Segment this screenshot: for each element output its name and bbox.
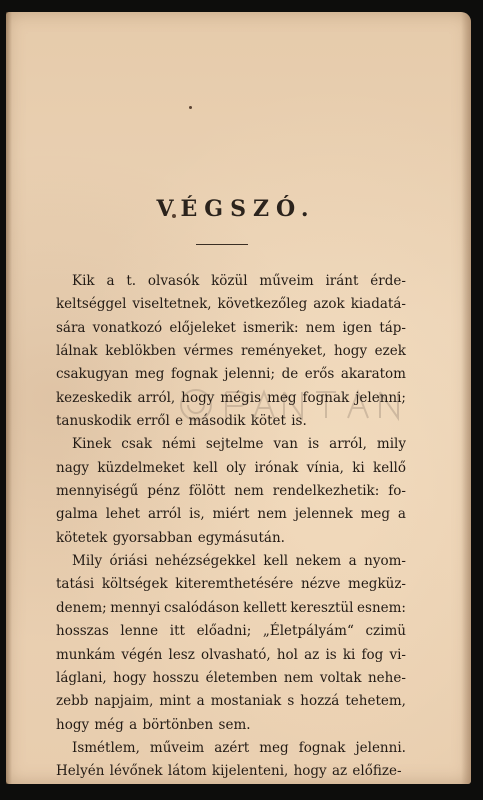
text-line: hosszas lenne itt előadni; „Életpályám“ czimü [56, 623, 406, 640]
text-line: láglani, hogy hosszu életemben nem voltak nehe- [56, 669, 406, 686]
text-line: kötetek gyorsabban egymásután. [56, 529, 285, 546]
page-heading: VÉGSZÓ. [156, 196, 316, 222]
page-binding-shadow [6, 12, 12, 784]
text-line: sára vonatkozó előjeleket ismerik: nem igen táp- [56, 319, 406, 336]
text-line: tatási költségek kiteremthetésére nézve megküz- [56, 576, 406, 593]
text-line: csakugyan meg fognak jelenni; de erős akaratom [56, 366, 406, 383]
book-page [6, 12, 471, 784]
text-line: hogy még a börtönben sem. [56, 716, 251, 733]
text-line: lálnak keblökben vérmes reményeket, hogy ezek [56, 343, 406, 360]
text-line: keltséggel viseltetnek, következőleg azok kiadatá- [56, 296, 406, 313]
text-line: munkám végén lesz olvasható, hol az is ki fog vi- [56, 646, 406, 663]
text-line: Kinek csak némi sejtelme van is arról, mily [72, 436, 406, 453]
text-line: kezeskedik arról, hogy mégis meg fognak jelenni; [56, 389, 406, 406]
text-line: denem; mennyi csalódáson kellett keresztül esnem: [56, 599, 406, 616]
text-line: mennyiségű pénz fölött nem rendelkezhetik: fo- [56, 483, 406, 500]
text-line: nagy küzdelmeket kell oly irónak vínia, ki kellő [56, 459, 406, 476]
text-line: tanuskodik erről e második kötet is. [56, 413, 307, 430]
text-line: zebb napjaim, mint a mostaniak s hozzá tehetem, [56, 693, 406, 710]
text-line: Mily óriási nehézségekkel kell nekem a nyom- [72, 553, 406, 570]
text-line: Helyén lévőnek látom kijelenteni, hogy az előfize- [56, 763, 402, 780]
text-line: galma lehet arról is, miért nem jelennek meg a [56, 506, 406, 523]
text-line: Kik a t. olvasók közül műveim iránt érde- [72, 273, 406, 289]
ink-fleck [189, 106, 192, 109]
page-right-edge [461, 12, 471, 784]
body-text [56, 270, 406, 784]
heading-divider [196, 244, 248, 245]
text-line: Ismétlem, műveim azért meg fognak jelenni. [72, 739, 406, 756]
